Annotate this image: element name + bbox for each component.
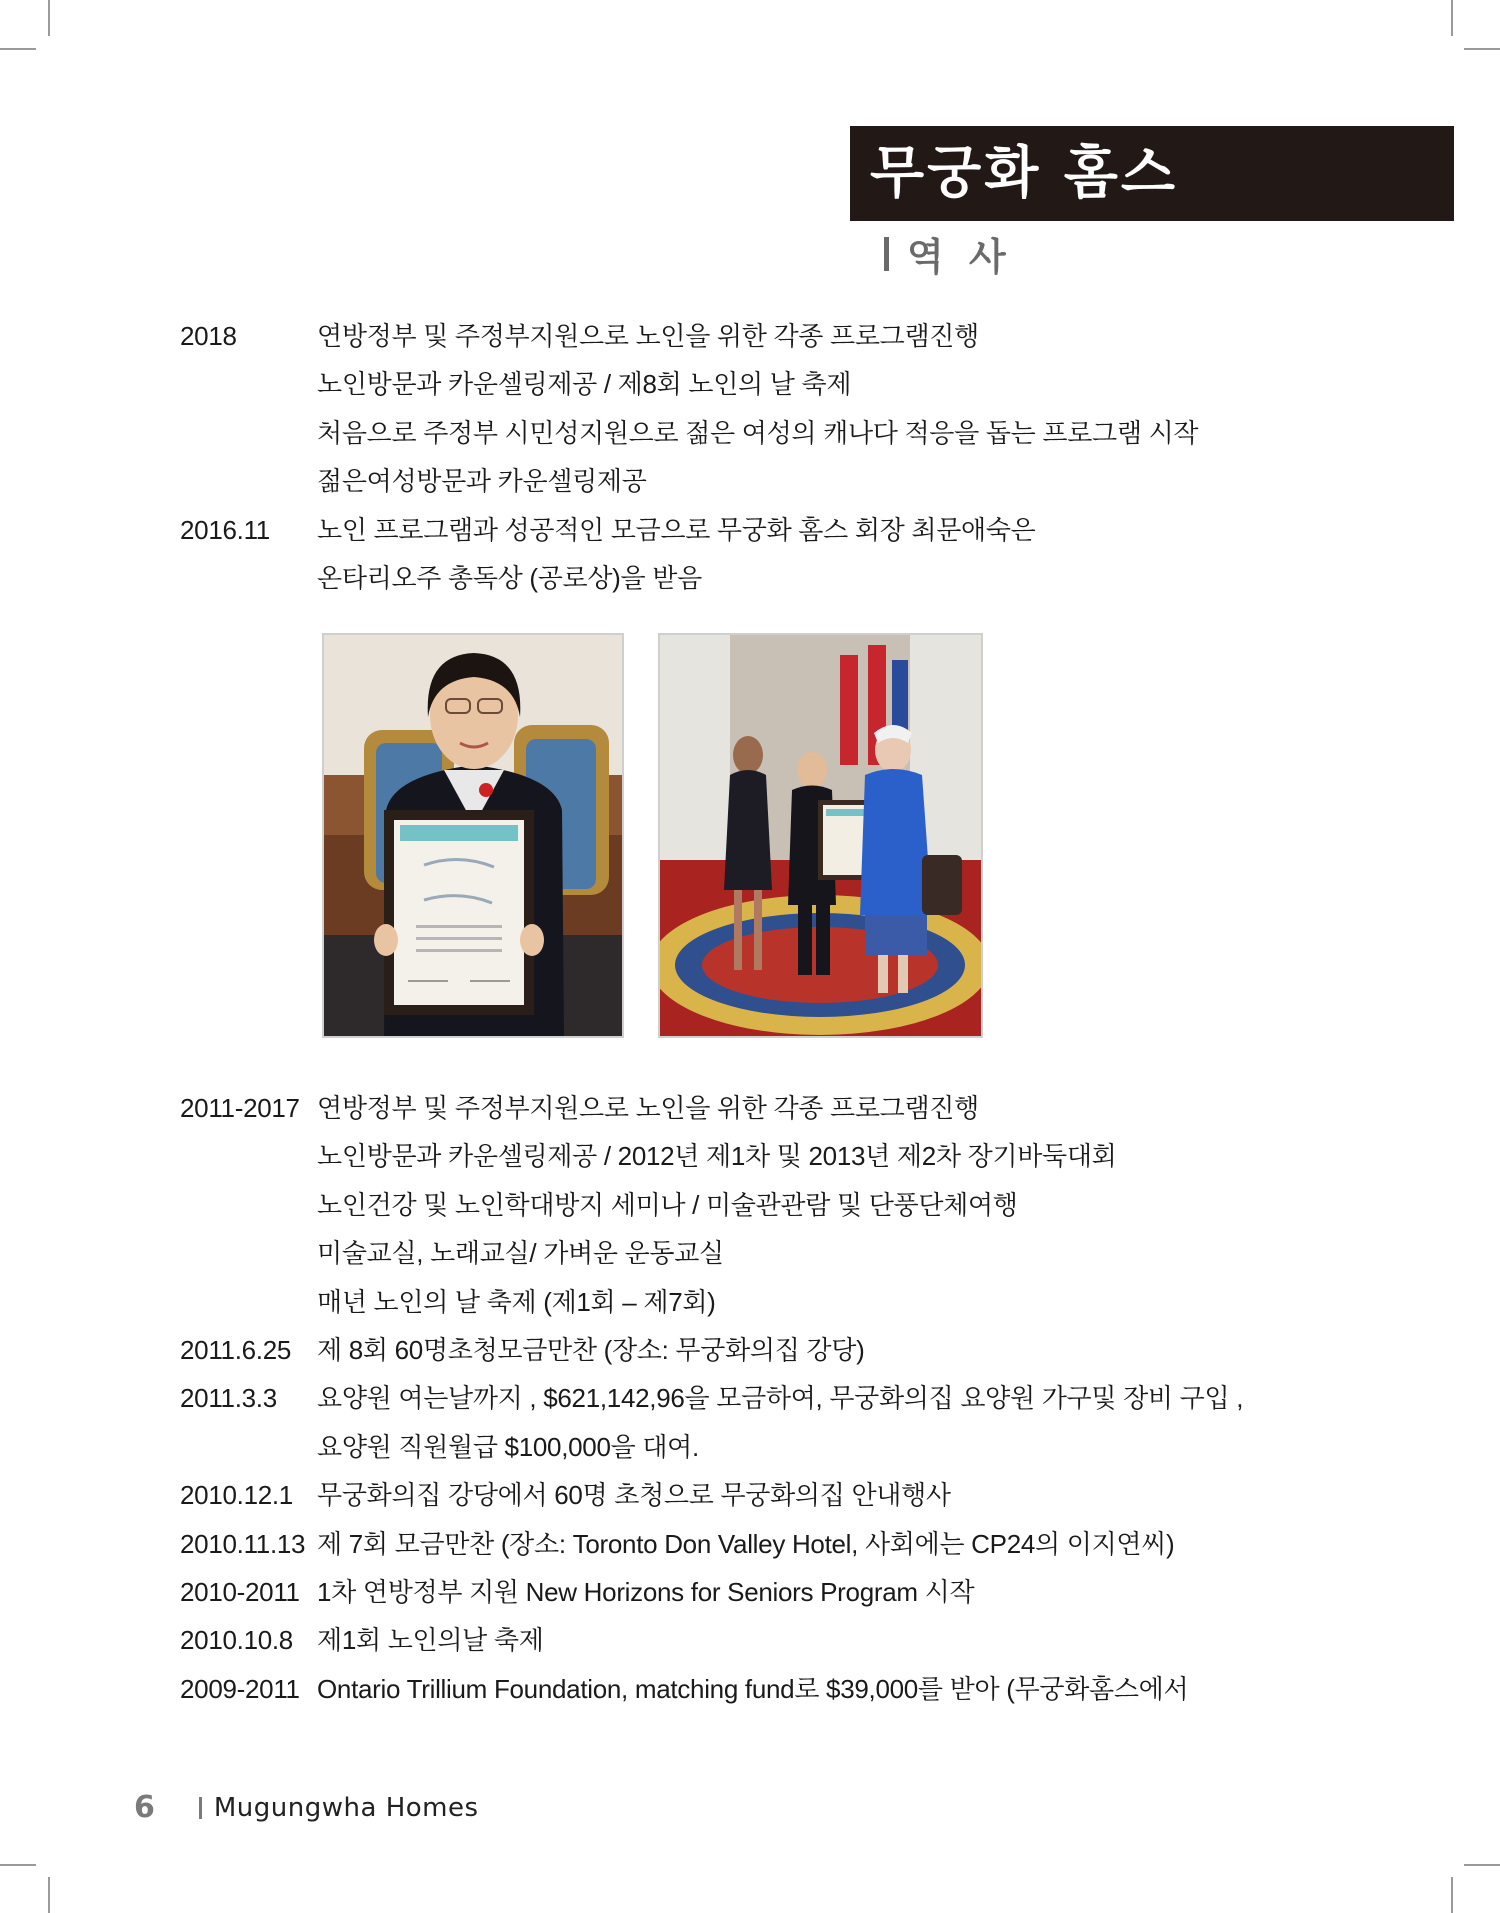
entry-text: 1차 연방정부 지원 New Horizons for Seniors Program 시작 — [317, 1576, 975, 1607]
award-photo-portrait — [322, 633, 624, 1038]
history-entry — [180, 413, 1330, 461]
entry-year: 2009-2011 — [180, 1673, 300, 1704]
crop-mark — [1451, 0, 1453, 36]
crop-mark — [1451, 1877, 1453, 1913]
entry-text: 젊은여성방문과 카운셀링제공 — [317, 466, 647, 497]
crop-mark — [1464, 48, 1500, 50]
page-title: 무궁화 홈스 — [870, 140, 1178, 206]
entry-text: 노인건강 및 노인학대방지 세미나 / 미술관관람 및 단풍단체여행 — [317, 1189, 1018, 1220]
history-entry — [180, 364, 1330, 412]
entry-text: 무궁화의집 강당에서 60명 초청으로 무궁화의집 안내행사 — [317, 1480, 951, 1511]
history-entry — [180, 1669, 1330, 1717]
entry-year: 2018 — [180, 321, 237, 351]
history-entry — [180, 1378, 1330, 1426]
title-banner — [850, 126, 1454, 221]
history-entry — [180, 510, 1330, 558]
entry-year: 2010.10.8 — [180, 1625, 293, 1656]
crop-mark — [48, 1877, 50, 1913]
entry-year: 2010.11.13 — [180, 1528, 306, 1559]
history-entry — [180, 1572, 1330, 1620]
entry-text: 연방정부 및 주정부지원으로 노인을 위한 각종 프로그램진행 — [317, 321, 979, 351]
entry-year: 2010-2011 — [180, 1576, 300, 1607]
history-entry — [180, 1524, 1330, 1572]
entry-text: 제1회 노인의날 축제 — [317, 1625, 544, 1656]
entry-text: 요양원 직원월급 $100,000을 대여. — [317, 1431, 699, 1462]
section-subtitle — [884, 226, 1012, 281]
history-entry — [180, 558, 1330, 606]
subtitle-text: 역 사 — [907, 235, 1012, 279]
entry-year: 2010.12.1 — [180, 1480, 293, 1511]
history-entry — [180, 1088, 1330, 1136]
history-list-recent — [180, 316, 1330, 606]
history-entry — [180, 1282, 1330, 1330]
history-entry — [180, 1475, 1330, 1523]
entry-year: 2016.11 — [180, 514, 270, 545]
entry-text: 미술교실, 노래교실/ 가벼운 운동교실 — [317, 1238, 724, 1269]
entry-text: 요양원 여는날까지 , $621,142,96을 모금하여, 무궁화의집 요양원 가구및 장비 구입 , — [317, 1383, 1244, 1414]
entry-text: 노인방문과 카운셀링제공 / 제8회 노인의 날 축제 — [317, 369, 852, 400]
history-entry — [180, 1427, 1330, 1475]
entry-text: 제 8회 60명초청모금만찬 (장소: 무궁화의집 강당) — [317, 1334, 865, 1365]
entry-year: 2011.6.25 — [180, 1334, 292, 1365]
footer-publication-name: Mugungwha Homes — [213, 1792, 479, 1823]
history-entry — [180, 1620, 1330, 1668]
history-entry — [180, 1330, 1330, 1378]
entry-text: 처음으로 주정부 시민성지원으로 젊은 여성의 캐나다 적응을 돕는 프로그램 시작 — [317, 417, 1199, 448]
history-list-earlier — [180, 1088, 1330, 1717]
award-photo-ceremony — [658, 633, 983, 1038]
entry-year: 2011-2017 — [180, 1093, 300, 1123]
entry-text: 온타리오주 총독상 (공로상)을 받음 — [317, 562, 702, 593]
entry-text: 제 7회 모금만찬 (장소: Toronto Don Valley Hotel, 사회에는 CP24의 이지연씨) — [317, 1528, 1175, 1559]
subtitle-divider — [884, 237, 889, 271]
page-footer — [134, 1790, 479, 1825]
crop-mark — [48, 0, 50, 36]
history-entry — [180, 461, 1330, 509]
crop-mark — [1464, 1864, 1500, 1866]
page-number: 6 — [134, 1790, 155, 1825]
entry-text: 매년 노인의 날 축제 (제1회 – 제7회) — [317, 1286, 716, 1317]
crop-mark — [0, 48, 36, 50]
history-entry — [180, 1233, 1330, 1281]
entry-year: 2011.3.3 — [180, 1383, 277, 1414]
entry-text: 노인방문과 카운셀링제공 / 2012년 제1차 및 2013년 제2차 장기바둑대회 — [317, 1141, 1117, 1172]
footer-divider — [199, 1797, 202, 1819]
history-entry — [180, 316, 1330, 364]
history-entry — [180, 1185, 1330, 1233]
entry-text: 연방정부 및 주정부지원으로 노인을 위한 각종 프로그램진행 — [317, 1093, 979, 1123]
crop-mark — [0, 1864, 36, 1866]
entry-text: Ontario Trillium Foundation, matching fund로 $39,000를 받아 (무궁화홈스에서 — [317, 1673, 1189, 1704]
history-entry — [180, 1136, 1330, 1184]
entry-text: 노인 프로그램과 성공적인 모금으로 무궁화 홈스 회장 최문애숙은 — [317, 514, 1036, 545]
